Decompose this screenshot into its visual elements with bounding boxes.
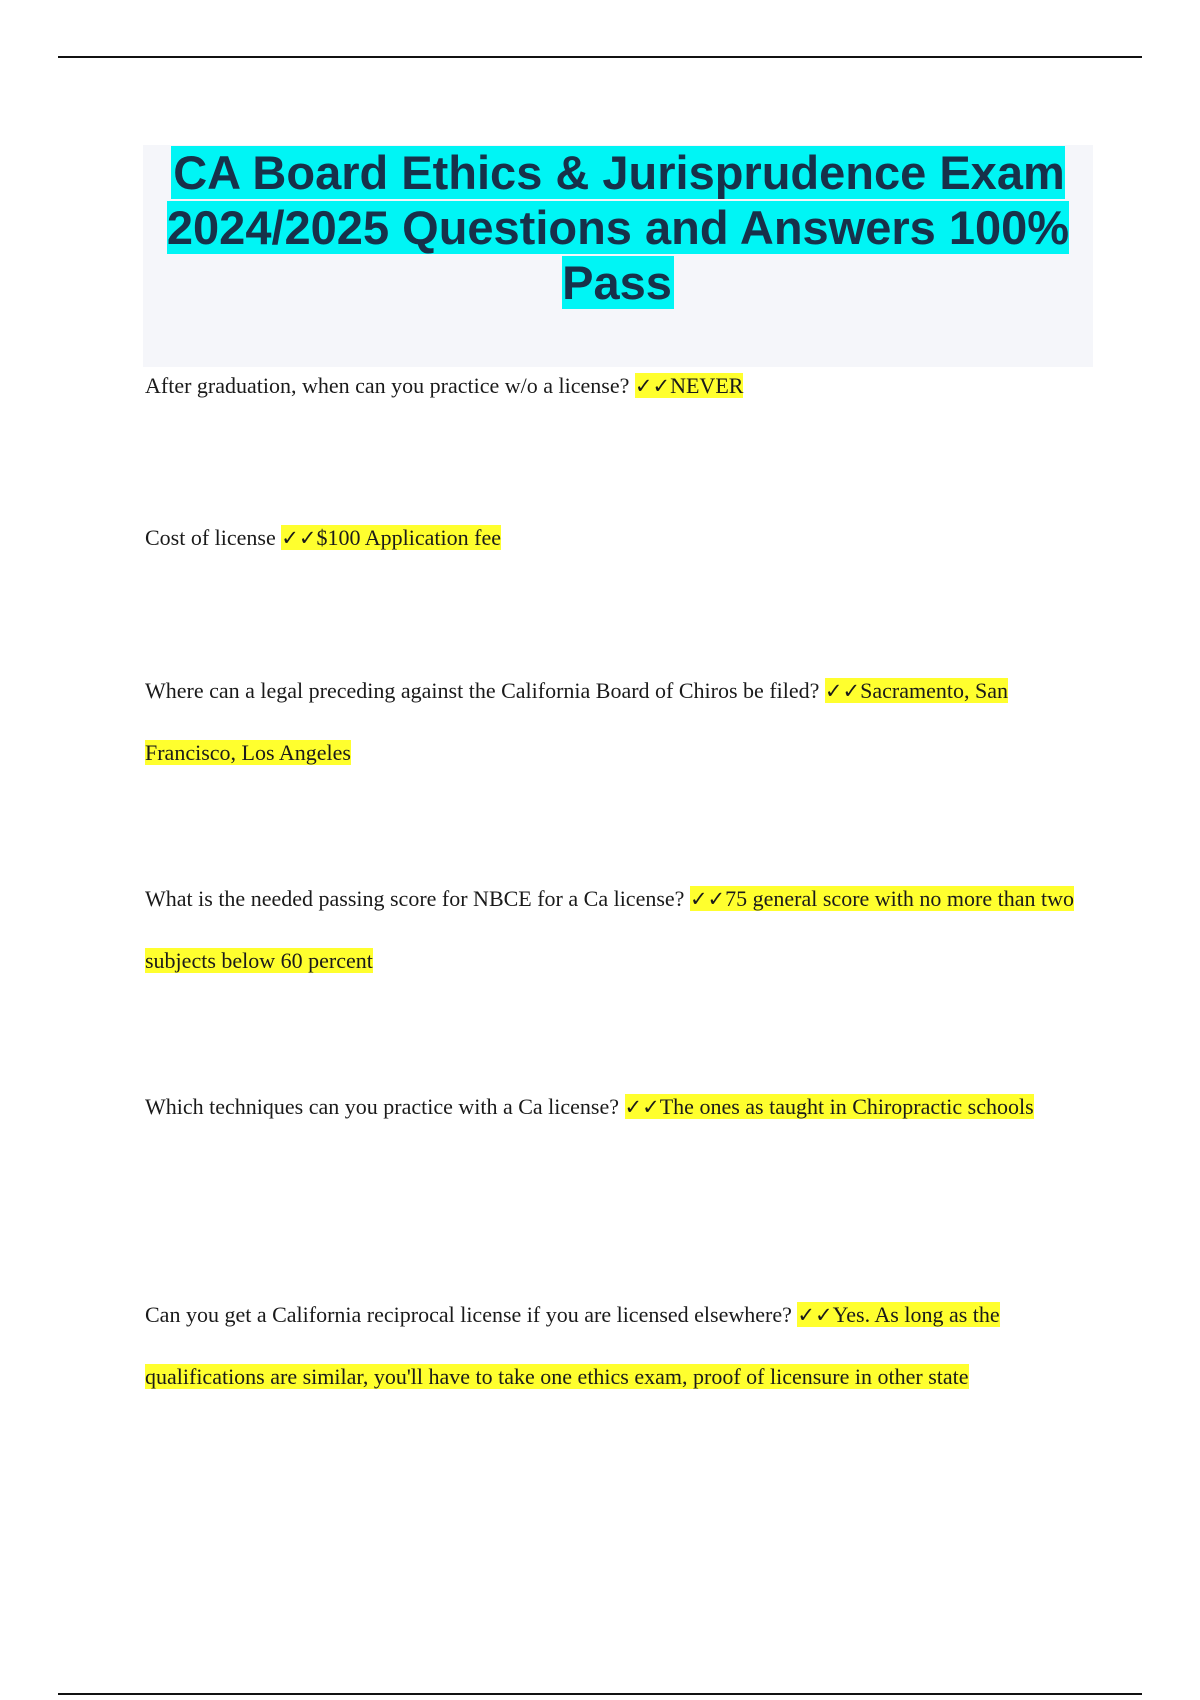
question-text: Where can a legal preceding against the California Board of Chiros be filed? bbox=[145, 678, 820, 703]
answer-text bbox=[625, 1094, 1034, 1119]
header-rule bbox=[58, 56, 1142, 58]
answer-value: 75 general score with no more than two subjects below 60 percent bbox=[145, 886, 1074, 973]
title-block bbox=[143, 145, 1093, 367]
question-text: After graduation, when can you practice w/o a license? bbox=[145, 373, 630, 398]
question-text: What is the needed passing score for NBCE for a Ca license? bbox=[145, 886, 685, 911]
footer-rule bbox=[58, 1693, 1142, 1695]
answer-value: The ones as taught in Chiropractic schools bbox=[659, 1094, 1034, 1119]
answer-value: $100 Application fee bbox=[316, 525, 501, 550]
answer-value: NEVER bbox=[670, 373, 744, 398]
qa-item bbox=[145, 1284, 1095, 1407]
answer-text bbox=[635, 373, 744, 398]
question-text: Which techniques can you practice with a Ca license? bbox=[145, 1094, 620, 1119]
double-check-icon: ✓✓ bbox=[624, 1095, 660, 1119]
double-check-icon: ✓✓ bbox=[281, 526, 317, 550]
qa-item bbox=[145, 868, 1095, 991]
double-check-icon: ✓✓ bbox=[797, 1303, 833, 1327]
answer-value: Yes. As long as the qualifications are similar, you'll have to take one ethics exam, proof of licensure in other state bbox=[145, 1302, 1000, 1389]
question-text: Can you get a California reciprocal license if you are licensed elsewhere? bbox=[145, 1302, 792, 1327]
qa-item bbox=[145, 1076, 1095, 1138]
qa-item bbox=[145, 507, 1095, 569]
double-check-icon: ✓✓ bbox=[824, 679, 861, 703]
document-title-text: CA Board Ethics & Jurisprudence Exam 2024/2025 Questions and Answers 100% Pass bbox=[166, 146, 1070, 309]
document-title bbox=[143, 145, 1093, 310]
answer-value: Sacramento, San Francisco, Los Angeles bbox=[145, 678, 1008, 765]
question-text: Cost of license bbox=[145, 525, 276, 550]
answer-text bbox=[281, 525, 501, 550]
qa-item bbox=[145, 355, 1095, 417]
double-check-icon: ✓✓ bbox=[689, 887, 726, 911]
double-check-icon: ✓✓ bbox=[634, 374, 671, 398]
qa-item bbox=[145, 660, 1095, 783]
